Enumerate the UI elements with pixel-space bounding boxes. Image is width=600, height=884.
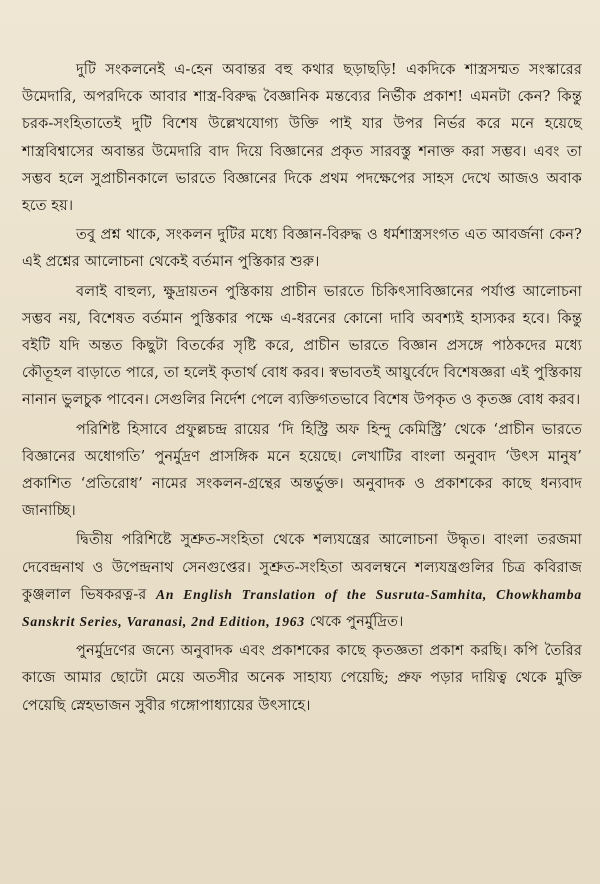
english-book-reference: An English Translation of the Susruta-Samhita, Chowkhamba Sanskrit Series, Varanasi, 2nd Edition, 1963 [22, 586, 582, 630]
paragraph-2: তবু প্রশ্ন থাকে, সংকলন দুটির মধ্যে বিজ্ঞান-বিরুদ্ধ ও ধর্মশাস্ত্রসংগত এত আবর্জনা কেন? এই প্রশ্নের আলোচনা থেকেই বর্তমান পুস্তিকার শুরু। [22, 226, 582, 271]
paragraph-3: বলাই বাহুল্য, ক্ষুদ্রায়তন পুস্তিকায় প্রাচীন ভারতে চিকিৎসাবিজ্ঞানের পর্যাপ্ত আলোচনা সম্ভব নয়, বিশেষত বর্তমান পুস্তিকার পক্ষে এ-ধরনের কোনো দাবি অবশ্যই হাস্যকর হবে। কিন্তু বইটি যদি অন্তত কিছুটা বিতর্কের সৃষ্টি করে, প্রাচীন ভারতে বিজ্ঞান প্রসঙ্গে পাঠকদের মধ্যে কৌতূহল বাড়াতে পারে, তা হলেই কৃতার্থ বোধ করব। স্বভাবতই আয়ুর্বেদে বিশেষজ্ঞরা এই পুস্তিকায় নানান ভুলচুক পাবেন। সেগুলির নির্দেশ পেলে ব্যক্তিগতভাবে বিশেষ উপকৃত ও কৃতজ্ঞ বোধ করব। [22, 282, 582, 409]
paragraph-5 [22, 526, 582, 635]
paragraph-1: দুটি সংকলনেই এ-হেন অবান্তর বহু কথার ছড়াছড়ি! একদিকে শাস্ত্রসম্মত সংস্কারের উমেদারি, অপরদিকে আবার শাস্ত্র-বিরুদ্ধ বৈজ্ঞানিক মন্তব্যের নির্ভীক প্রকাশ! এমনটা কেন? কিন্তু চরক-সংহিতাতেই দুটি বিশেষ উল্লেখযোগ্য উক্তি পাই যার উপর নির্ভর করে মনে হয়েছে শাস্ত্রবিশ্বাসের অবান্তর উমেদারি বাদ দিয়ে বিজ্ঞানের প্রকৃত সারবস্তু শনাক্ত করা সম্ভব। এবং তা সম্ভব হলে সুপ্রাচীনকালে ভারতে বিজ্ঞানের দিকে প্রথম পদক্ষেপের সাহস দেখে আজও অবাক হতে হয়। [22, 61, 582, 215]
paragraph-6: পুনর্মুদ্রণের জন্যে অনুবাদক এবং প্রকাশকের কাছে কৃতজ্ঞতা প্রকাশ করছি। কপি তৈরির কাজে আমার ছোটো মেয়ে অতসীর অনেক সাহায্য পেয়েছি; প্রুফ পড়ার দায়িত্ব থেকে মুক্তি পেয়েছি স্নেহভাজন সুবীর গঙ্গোপাধ্যায়ের উৎসাহে। [22, 642, 582, 714]
paragraph-5-bengali-end: থেকে পুনর্মুদ্রিত। [304, 613, 404, 631]
paragraph-5-bengali-start: দ্বিতীয় পরিশিষ্টে সুশ্রুত-সংহিতা থেকে শল্যযন্ত্রের আলোচনা উদ্ধৃত। বাংলা তরজমা দেবেন্দ্রনাথ ও উপেন্দ্রনাথ সেনগুপ্তের। সুশ্রুত-সংহিতা অবলম্বনে শল্যযন্ত্রগুলির চিত্র কবিরাজ কুঞ্জলাল ভিষকরত্ন-র [22, 531, 582, 603]
paragraph-4: পরিশিষ্ট হিসাবে প্রফুল্লচন্দ্র রায়ের ‘দি হিস্ট্রি অফ হিন্দু কেমিস্ট্রি’ থেকে ‘প্রাচীন ভারতে বিজ্ঞানের অধোগতি’ পুনর্মুদ্রণ প্রাসঙ্গিক মনে হয়েছে। লেখাটির বাংলা অনুবাদ ‘উৎস মানুষ’ প্রকাশিত ‘প্রতিরোধ’ নামের সংকলন-গ্রন্থের অন্তর্ভুক্ত। অনুবাদক ও প্রকাশকের কাছে ধন্যবাদ জানাচ্ছি। [22, 420, 582, 520]
